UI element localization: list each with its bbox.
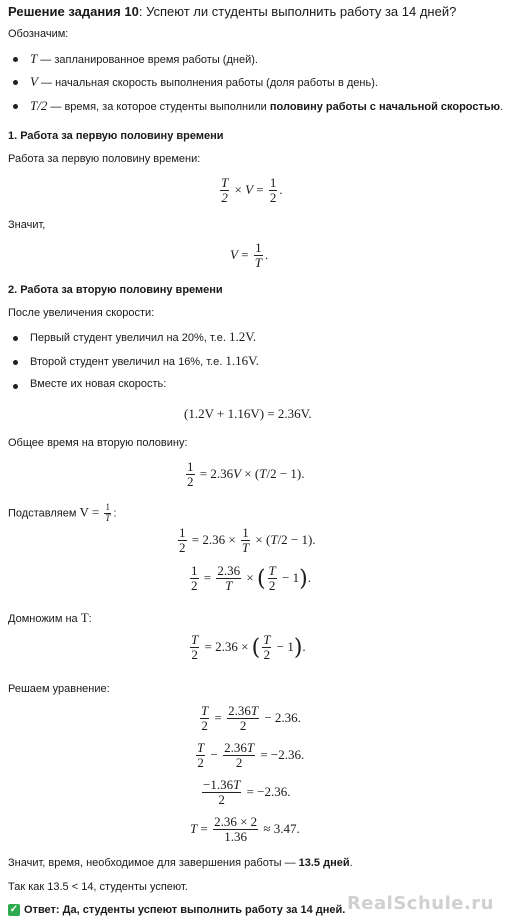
section1-heading: 1. Работа за первую половину времени: [8, 130, 224, 142]
student2-text: Второй студент увеличил на 16%, т.е.: [30, 356, 226, 368]
bullet-dot: [13, 384, 18, 389]
watermark-logo: RealSchule.ru: [346, 893, 494, 914]
title-prefix: Решение задания 10: [8, 4, 139, 19]
substitute-line: Подставляем V = $\frac{1}{T}$ :: [8, 502, 117, 523]
bullet-dot: [13, 360, 18, 365]
page-title: [8, 4, 456, 19]
equation-combined-speed: (1.2V + 1.16V) = 2.36V.: [184, 406, 312, 421]
notation-item-v: [30, 74, 378, 90]
notation-text: — запланированное время работы (дней).: [37, 54, 258, 66]
equation-substituted: $\frac{1}{2}$ = 2.36 × $\frac{1}{T}$ × (T/2 − 1).: [179, 525, 316, 556]
bullet-dot: [13, 57, 18, 62]
conclusion-text-end: .: [349, 857, 353, 869]
section2-intro: После увеличения скорости:: [8, 307, 155, 319]
check-icon: ✓: [9, 904, 19, 916]
equation-first-half: $\frac{T}{2}$ × V = $\frac{1}{2}$ .: [221, 175, 283, 206]
equation-solve-result: T = $\frac{2.36 \times 2}{1.36}$ ≈ 3.47.: [190, 814, 300, 845]
symbol-t-half: T/2: [30, 98, 48, 113]
equation-solve-step3: $\frac{-1.36T}{2}$ = −2.36.: [203, 777, 291, 808]
notation-text: — время, за которое студенты выполнили: [47, 101, 270, 113]
bullet-dot: [13, 336, 18, 341]
equation-total-time: $\frac{1}{2}$ = 2.36V × (T/2 − 1).: [187, 459, 305, 490]
equation-solve-step2: $\frac{T}{2}$ − $\frac{2.36T}{2}$ = −2.36.: [197, 740, 305, 771]
student1-math: 1.2V.: [228, 329, 257, 344]
conclusion-value: 13.5 дней: [298, 857, 350, 869]
student2-line: [30, 353, 259, 369]
symbol-t: T: [30, 51, 38, 66]
bullet-dot: [13, 104, 18, 109]
notation-intro: Обозначим:: [8, 28, 69, 40]
solve-text: Решаем уравнение:: [8, 683, 110, 695]
answer-text: Ответ: Да, студенты успеют выполнить работу за 14 дней.: [24, 904, 346, 916]
equation-simplified: $\frac{1}{2}$ = $\frac{2.36}{T}$ × ( $\frac{T}{2}$ − 1).: [191, 563, 311, 594]
notation-bold-text: половину работы с начальной скоростью: [269, 101, 501, 113]
multiply-text: Домножим на: [8, 613, 81, 625]
notation-item-t2: [30, 98, 503, 114]
conclusion-line1: [8, 857, 353, 869]
equation-v: V = $\frac{1}{T}$ .: [230, 240, 269, 271]
symbol-v: V: [30, 74, 38, 89]
student1-line: [30, 329, 256, 345]
equation-solve-step1: $\frac{T}{2}$ = $\frac{2.36T}{2}$ − 2.36.: [201, 703, 301, 734]
conclusion-text: Значит, время, необходимое для завершения работы —: [8, 857, 299, 869]
student1-text: Первый студент увеличил на 20%, т.е.: [30, 332, 229, 344]
student2-math: 1.16V.: [225, 353, 260, 368]
answer-line: [8, 904, 345, 916]
notation-item-t: [30, 51, 258, 67]
total-time-text: Общее время на вторую половину:: [8, 437, 188, 449]
notation-text: — начальная скорость выполнения работы (доля работы в день).: [37, 77, 378, 89]
multiply-line: Домножим на T:: [8, 610, 92, 625]
section1-line1: Работа за первую половину времени:: [8, 153, 201, 165]
section1-line2: Значит,: [8, 219, 46, 231]
notation-text-end: .: [500, 101, 504, 113]
substitute-text: Подставляем: [8, 507, 80, 520]
title-rest: : Успеют ли студенты выполнить работу за 14 дней?: [138, 4, 457, 19]
combined-speed-text: Вместе их новая скорость:: [30, 378, 167, 390]
equation-multiplied: $\frac{T}{2}$ = 2.36 × ( $\frac{T}{2}$ − 1).: [191, 632, 306, 663]
conclusion-line2: Так как 13.5 < 14, студенты успеют.: [8, 881, 188, 893]
bullet-dot: [13, 80, 18, 85]
section2-heading: 2. Работа за вторую половину времени: [8, 284, 223, 296]
